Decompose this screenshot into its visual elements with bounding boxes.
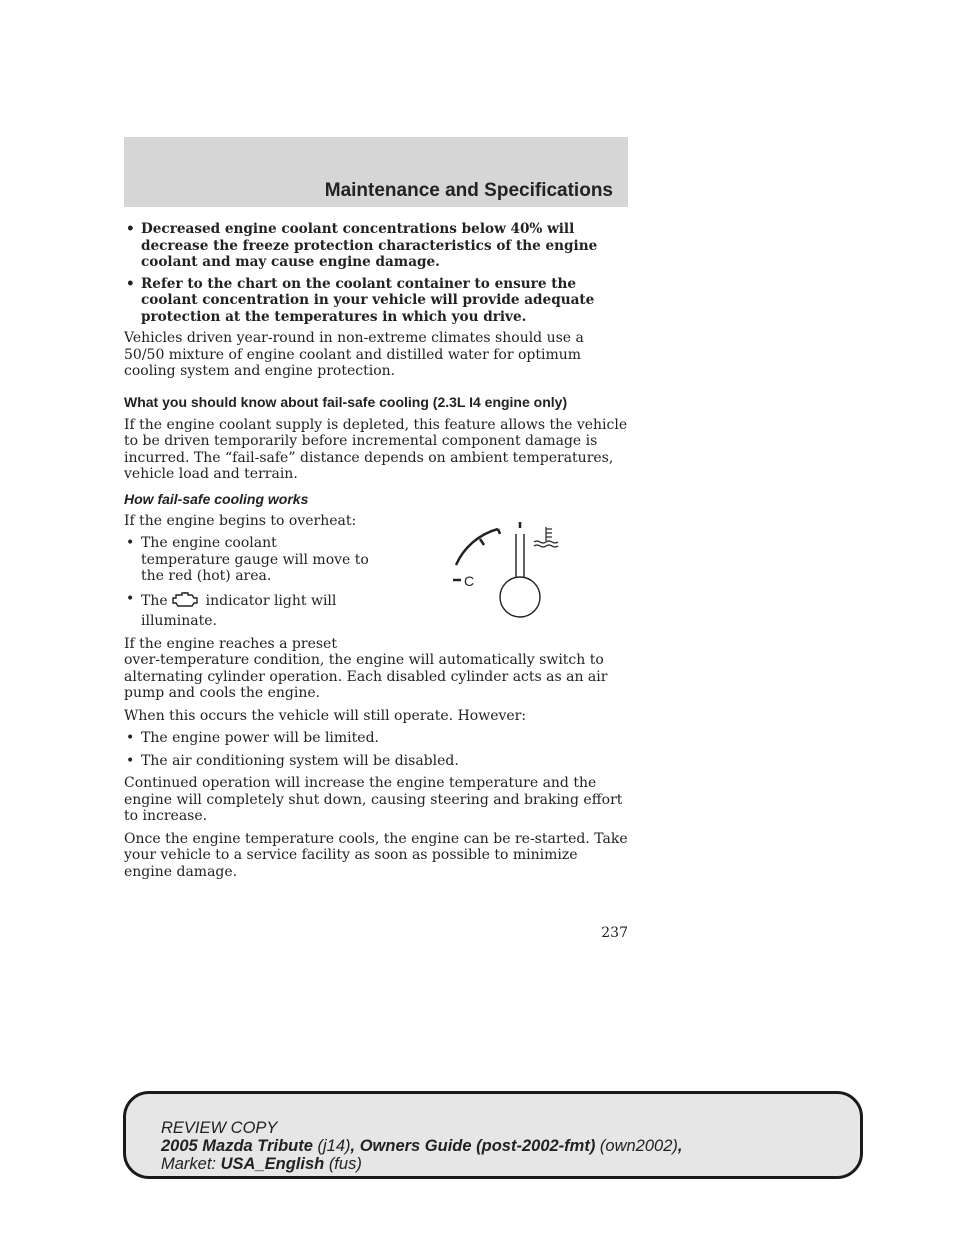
list-item: • Decreased engine coolant concentrations below 40% will decrease the freeze protection characteristics of the engine coolant and may cause engine damage. — [124, 221, 628, 271]
paragraph-year-round: Vehicles driven year-round in non-extreme climates should use a 50/50 mixture of engine coolant and distilled water for optimum cooling system and engine protection. — [124, 330, 584, 379]
footer-guide: , Owners Guide (post-2002-fmt) — [350, 1137, 596, 1155]
footer-market-line — [161, 1155, 682, 1173]
review-copy-label: REVIEW COPY — [161, 1119, 278, 1137]
footer-model-line — [161, 1137, 682, 1155]
operate-bullets — [124, 730, 628, 769]
paragraph-continued: Continued operation will increase the engine temperature and the engine will completely shut down, causing steering and braking effort to increase. — [124, 775, 623, 824]
section-title: Maintenance and Specifications — [324, 180, 613, 201]
footer-model: 2005 Mazda Tribute — [161, 1137, 313, 1155]
section-header-band — [124, 137, 628, 207]
list-item: • Refer to the chart on the coolant container to ensure the coolant concentration in your vehicle will provide adequate protection at the temperatures in which you drive. — [124, 276, 628, 326]
coolant-temperature-icon — [534, 527, 558, 547]
footer-guide-code: (own2002) — [599, 1137, 678, 1155]
footer-text — [161, 1119, 682, 1173]
subheading: How fail-safe cooling works — [124, 490, 309, 507]
paragraph-preset-line1: If the engine reaches a preset — [124, 635, 337, 652]
overheat-bullets — [124, 535, 369, 630]
footer-market-label: Market: — [161, 1155, 217, 1173]
gauge-cold-label: C — [464, 573, 475, 589]
list-item — [124, 591, 369, 630]
footer-model-code: (j14) — [317, 1137, 351, 1155]
list-item: • The engine coolant temperature gauge will move to the red (hot) area. — [124, 535, 369, 585]
light-text-before: The — [141, 592, 168, 609]
section-heading: What you should know about fail-safe cooling (2.3L I4 engine only) — [124, 393, 568, 410]
list-item: • The engine power will be limited. — [124, 730, 628, 747]
paragraph-supply: If the engine coolant supply is depleted, this feature allows the vehicle to be driven temporarily before incremental component damage is incurred. The “fail-safe” distance depends on ambient temperatures, vehicle load and terrain. — [124, 416, 628, 482]
footer-market: USA_English — [220, 1155, 325, 1173]
paragraph-once: Once the engine temperature cools, the engine can be re-started. Take your vehicle to a service facility as soon as possible to minimize engine damage. — [124, 830, 628, 880]
page-content — [124, 221, 628, 886]
check-engine-icon — [170, 591, 200, 614]
list-item: • The air conditioning system will be disabled. — [124, 753, 628, 770]
paragraph-when: When this occurs the vehicle will still operate. However: — [124, 707, 527, 724]
paragraph-preset — [124, 636, 628, 702]
footer-comma: , — [677, 1137, 683, 1155]
paragraph-preset-rest: over-temperature condition, the engine will automatically switch to alternating cylinder operation. Each disabled cylinder acts as an air pump and cools the engine. — [124, 652, 608, 701]
light-text-after: indicator light will illuminate. — [141, 592, 337, 629]
paragraph-overheat: If the engine begins to overheat: — [124, 512, 357, 529]
warning-bullets — [124, 221, 628, 325]
coolant-temperature-gauge — [424, 517, 564, 623]
footer-market-code: (fus) — [328, 1155, 362, 1173]
page-number: 237 — [601, 925, 628, 941]
